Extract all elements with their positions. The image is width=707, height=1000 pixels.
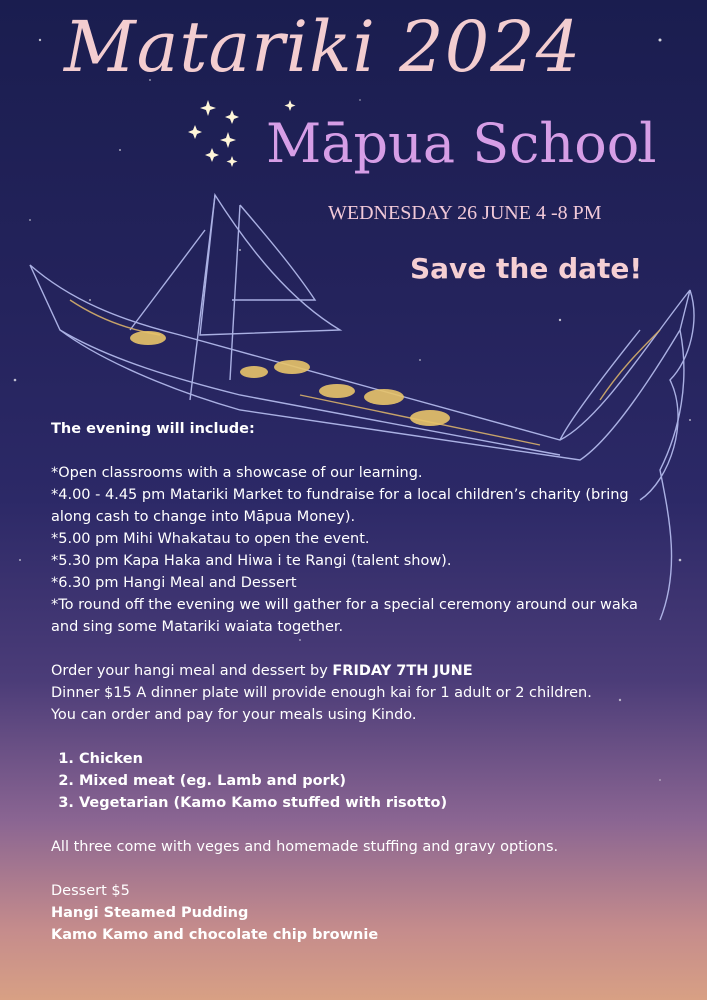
event-date: WEDNESDAY 26 JUNE 4 -8 PM	[328, 202, 602, 224]
evening-item: *4.00 - 4.45 pm Matariki Market to fundraise for a local children’s charity (bring along cash to change into Māpua Money).	[51, 487, 629, 525]
meal-note: All three come with veges and homemade stuffing and gravy options.	[51, 839, 559, 855]
event-title: Matariki 2024	[64, 6, 582, 88]
meal-option: 2. Mixed meat (eg. Lamb and pork)	[79, 770, 661, 792]
meal-option: 1. Chicken	[79, 748, 661, 770]
meal-options	[51, 748, 661, 814]
kindo-note: You can order and pay for your meals using Kindo.	[51, 707, 417, 723]
evening-item: *Open classrooms with a showcase of our learning.	[51, 465, 423, 481]
evening-item: *To round off the evening we will gather for a special ceremony around our waka and sing some Matariki waiata together.	[51, 597, 638, 635]
save-the-date: Save the date!	[410, 252, 643, 285]
evening-heading: The evening will include:	[51, 421, 255, 437]
dinner-price: Dinner $15 A dinner plate will provide enough kai for 1 adult or 2 children.	[51, 685, 592, 701]
order-prefix: Order your hangi meal and dessert by	[51, 663, 333, 679]
evening-item: *5.00 pm Mihi Whakatau to open the event.	[51, 531, 370, 547]
dessert-item: Kamo Kamo and chocolate chip brownie	[51, 927, 379, 943]
meal-option: 3. Vegetarian (Kamo Kamo stuffed with risotto)	[79, 792, 661, 814]
school-name: Māpua School	[266, 112, 657, 175]
event-details	[51, 418, 661, 946]
dessert-item: Hangi Steamed Pudding	[51, 905, 249, 921]
evening-item: *5.30 pm Kapa Haka and Hiwa i te Rangi (talent show).	[51, 553, 452, 569]
order-deadline-date: FRIDAY 7TH JUNE	[332, 663, 473, 679]
evening-item: *6.30 pm Hangi Meal and Dessert	[51, 575, 297, 591]
dessert-price: Dessert $5	[51, 883, 130, 899]
order-deadline	[51, 660, 661, 682]
